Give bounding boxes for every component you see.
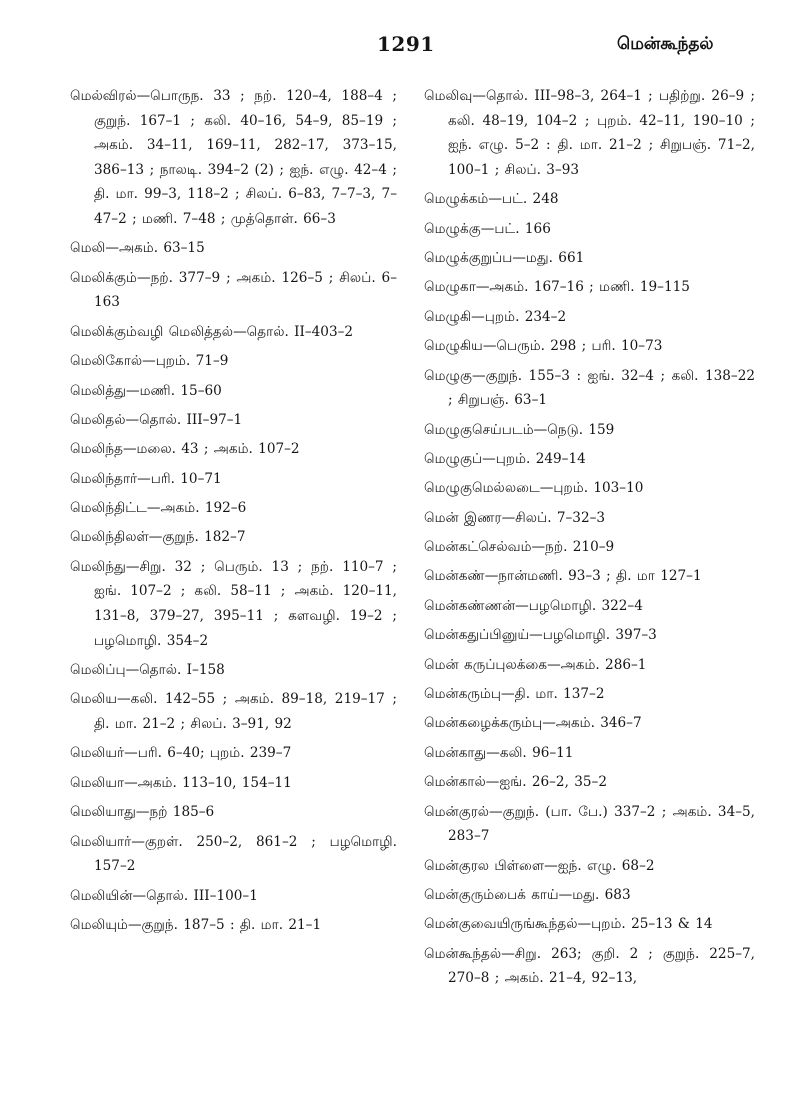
index-entry: மென்குரும்பைக் காய்—மது. 683 xyxy=(424,886,631,903)
index-entry: மென்கண்ணன்—பழமொழி. 322–4 xyxy=(424,597,643,614)
index-entry: மெலிகோல்—புறம். 71–9 xyxy=(70,353,229,370)
index-entry: மென்கழைக்கரும்பு—அகம். 346–7 xyxy=(424,715,642,732)
index-entry: மெலியும்—குறுந். 187–5 : தி. மா. 21–1 xyxy=(70,916,322,933)
index-entry: மென்கட்செல்வம்—நற். 210–9 xyxy=(424,539,615,556)
index-entry: மெலியர்—பரி. 6–40; புறம். 239–7 xyxy=(70,745,292,762)
index-entry: மென்கதுப்பினுய்—பழமொழி. 397–3 xyxy=(424,627,657,644)
index-entry: மெல்விரல்—பொருந. 33 ; நற். 120–4, 188–4 ; குறுந். 167–1 ; கலி. 40–16, 54–9, 85–19 ; அகம். 34–11, 169–11, 282–17, 373–15, 386–13 ; நாலடி. 394–2 (2) ; ஐந். எழு. 42–4 ; தி. மா. 99–3, 118–2 ; சிலப். 6–83, 7–7–3, 7–47–2 ; மணி. 7–48 ; முத்தொள். 66–3 xyxy=(70,88,397,227)
index-entry: மென்கரும்பு—தி. மா. 137–2 xyxy=(424,686,605,703)
index-entry: மெழுக்குறுப்ப—மது. 661 xyxy=(424,249,585,266)
index-entry: மெழுக்கம்—பட். 248 xyxy=(424,191,559,208)
index-entry: மெழுகுசெய்படம்—நெடு. 159 xyxy=(424,421,615,438)
left-column xyxy=(70,84,397,942)
index-entry: மெலிய—கலி. 142–55 ; அகம். 89–18, 219–17 ; தி. மா. 21–2 ; சிலப். 3–91, 92 xyxy=(70,691,397,733)
index-entry: மெலிப்பு—தொல். I–158 xyxy=(70,662,225,679)
page-number: 1291 xyxy=(377,32,435,56)
index-entry: மெலிவு—தொல். III–98–3, 264–1 ; பதிற்று. 26–9 ; கலி. 48–19, 104–2 ; புறம். 42–11, 190–10 ; ஐந். எழு. 5–2 : தி. மா. 21–2 ; சிறுபஞ். 71–2, 100–1 ; சிலப். 3–93 xyxy=(424,88,755,178)
index-entry: மெலியாது—நற் 185–6 xyxy=(70,804,215,821)
index-entry: மெழுகி—புறம். 234–2 xyxy=(424,308,567,325)
index-entry: மெலிந்து—சிறு. 32 ; பெரும். 13 ; நற். 110–7 ; ஐங். 107–2 ; கலி. 58–11 ; அகம். 120–11, 131–8, 379–27, 395–11 ; களவழி. 19–2 ; பழமொழி. 354–2 xyxy=(70,558,397,649)
index-entry: மெலியார்—குறள். 250–2, 861–2 ; பழமொழி. 157–2 xyxy=(70,833,397,875)
index-entry: மெலிந்திட்ட—அகம். 192–6 xyxy=(70,500,247,517)
index-entry: மெழுகுமெல்லடை—புறம். 103–10 xyxy=(424,480,644,497)
index-entry: மென்கால்—ஐங். 26–2, 35–2 xyxy=(424,774,607,791)
index-entry: மெழுகுப்—புறம். 249–14 xyxy=(424,450,586,467)
index-entry: மெலிந்திலள்—குறுந். 182–7 xyxy=(70,529,246,546)
index-entry: மென்காது—கலி. 96–11 xyxy=(424,744,574,761)
running-head: மென்கூந்தல் xyxy=(617,34,714,54)
index-entry: மெலித்து—மணி. 15–60 xyxy=(70,382,222,399)
index-entry: மெலிந்த—மலை. 43 ; அகம். 107–2 xyxy=(70,441,300,458)
index-entry: மென் கருப்புலக்கை—அகம். 286–1 xyxy=(424,656,647,673)
index-entry: மெலிந்தார்—பரி. 10–71 xyxy=(70,470,222,487)
index-entry: மெழுகு—குறுந். 155–3 : ஐங். 32–4 ; கலி. 138–22 ; சிறுபஞ். 63–1 xyxy=(424,367,755,409)
index-entry: மென்கண்—நான்மணி. 93–3 ; தி. மா 127–1 xyxy=(424,568,702,585)
right-column xyxy=(424,84,755,996)
index-entry: மெலிக்கும்வழி மெலித்தல்—தொல். II–403–2 xyxy=(70,323,354,340)
index-entry: மெலிக்கும்—நற். 377–9 ; அகம். 126–5 ; சிலப். 6–163 xyxy=(70,269,397,311)
index-entry: மென்குரல பிள்ளை—ஐந். எழு. 68–2 xyxy=(424,857,655,874)
index-entry: மெலி—அகம். 63–15 xyxy=(70,240,205,257)
index-entry: மென்கூந்தல்—சிறு. 263; குறி. 2 ; குறுந். 225–7, 270–8 ; அகம். 21–4, 92–13, xyxy=(424,945,755,987)
index-entry: மெலிதல்—தொல். III–97–1 xyxy=(70,411,243,428)
index-entry: மென்குரல்—குறுந். (பா. பே.) 337–2 ; அகம். 34–5, 283–7 xyxy=(424,803,755,845)
index-entry: மெலியா—அகம். 113–10, 154–11 xyxy=(70,774,292,791)
index-entry: மெழுக்கு—பட். 166 xyxy=(424,220,551,237)
index-entry: மெழுகா—அகம். 167–16 ; மணி. 19–115 xyxy=(424,279,690,296)
index-entry: மென்குவையிருங்கூந்தல்—புறம். 25–13 & 14 xyxy=(424,916,713,933)
index-entry: மெலியின்—தொல். III–100–1 xyxy=(70,887,258,904)
index-entry: மென் இணர—சிலப். 7–32–3 xyxy=(424,509,606,526)
index-entry: மெழுகிய—பெரும். 298 ; பரி. 10–73 xyxy=(424,338,663,355)
